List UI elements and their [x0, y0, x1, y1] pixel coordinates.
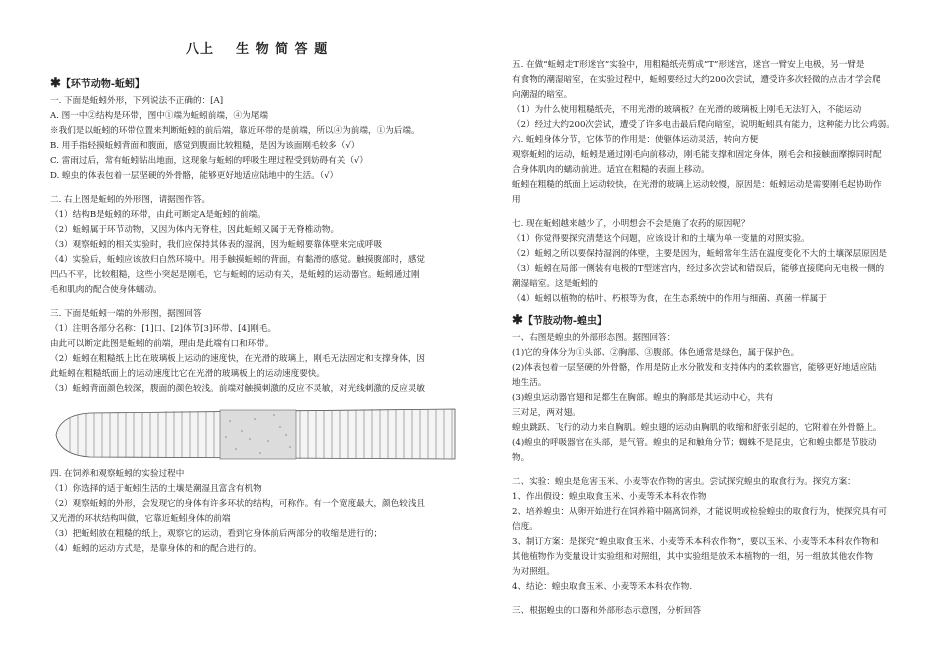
text-line: 观察蚯蚓的运动，蚯蚓是通过刚毛向前移动，刚毛能支撑和固定身体，刚毛会和接触面摩擦同时配	[512, 150, 882, 160]
section-arthropod-heading	[512, 313, 908, 329]
text-line: (1)它的身体分为①头部、②胸部、③腹部。体色通常是绿色，属于保护色。	[512, 348, 800, 358]
text-line: 五. 在做“蚯蚓走T形迷宫”实验中，用粗糙纸壳剪成“T”形迷宫，迷宫一臂安上电极，另一臂是	[512, 60, 865, 70]
text-line: 二、实验：蝗虫是危害玉米、小麦等农作物的害虫。尝试探究蝗虫的取食行为。探究方案：	[512, 477, 856, 487]
text-line: （1）为什么使用粗糙纸壳，不用光滑的玻璃板？在光滑的玻璃板上刚毛无法钉入，不能运动	[512, 105, 862, 115]
text-line: (3)蝗虫运动器官翅和足都生在胸部。蝗虫的胸部是其运动中心，共有	[512, 393, 774, 403]
text-line: 又光滑的环状结构叫做，它靠近蚯蚓身体的前端	[50, 514, 231, 524]
question-4	[50, 467, 462, 557]
text-line: A. 图一中②结构是环带，图中①端为蚯蚓前端，④为尾端	[50, 111, 268, 121]
text-line: (4)蝗虫的呼吸器官在头部，是气管。蝗虫的足和触角分节；蜘蛛不是昆虫，它和蝗虫都是节肢动	[512, 438, 877, 448]
text-line: 4、结论：蝗虫取食玉米、小麦等禾本科农作物.	[512, 582, 693, 592]
text-line: B. 用手指轻摸蚯蚓背面和腹面，感觉到腹面比较粗糙，是因为该面刚毛较多（√）	[50, 141, 360, 151]
question-9	[512, 475, 908, 595]
text-line: 六. 蚯蚓身体分节，它体节的作用是：使躯体运动灵活，转向方便	[512, 135, 759, 145]
question-7	[512, 217, 908, 307]
text-line: （1）你觉得要探究清楚这个问题，应该设计和的土壤为单一变量的对照实验。	[512, 234, 810, 244]
text-line: （1）注明各部分名称：[1]口、[2]体节[3]环带、[4]刚毛。	[50, 324, 277, 334]
text-line: ※我们是以蚯蚓的环带位置来判断蚯蚓的前后端，靠近环带的是前端，所以④为前端，①为后端。	[50, 126, 420, 136]
asterisk-icon: ✱	[512, 313, 523, 328]
text-line: （2）蚯蚓属于环节动物，又因为体内无脊柱，因此蚯蚓又属于无脊椎动物。	[50, 225, 340, 235]
text-line: 四. 在饲养和观察蚯蚓的实验过程中	[50, 469, 185, 479]
text-line: C. 雷雨过后，常有蚯蚓钻出地面，这现象与蚯蚓的呼吸生理过程受到妨碍有关（√）	[50, 156, 368, 166]
question-1	[50, 94, 462, 184]
text-line: 蚯蚓在粗糙的纸面上运动较快，在光滑的玻璃上运动较慢，原因是：蚯蚓运动是需要刚毛起协助作	[512, 180, 882, 190]
text-line: 有食物的潮湿暗室，在实验过程中，蚯蚓要经过大约200次尝试，遭受许多次轻微的点击才学会爬	[512, 75, 881, 85]
right-column	[512, 58, 908, 619]
text-line: （3）蚯蚓背面颜色较深，腹面的颜色较浅。前端对触摸刺激的反应不灵敏，对光线刺激的反应灵敏	[50, 384, 426, 394]
section-label: 【节肢动物-蝗虫】	[522, 316, 608, 327]
text-line: 2、培养蝗虫：从卵开始进行在饲养箱中隔离饲养，才能说明或检验蝗虫的取食行为，使探究具有可	[512, 507, 888, 517]
section-label: 【环节动物-蚯蚓】	[60, 79, 146, 90]
text-line: 一、右图是蝗虫的外部形态图。据图回答：	[512, 333, 676, 343]
text-line: 为对照组。	[512, 567, 555, 577]
left-column	[50, 72, 462, 557]
text-line: 1、作出假设：蝗虫取食玉米、小麦等禾本科农作物	[512, 492, 707, 502]
text-line: （2）经过大约200次尝试，遭受了许多电击最后爬向暗室，说明蚯蚓具有能力，这种能力比公鸡弱。	[512, 120, 895, 130]
text-line: 三对足，两对翅。	[512, 408, 581, 418]
text-line: （2）蚯蚓之所以要保持湿润的体壁，主要是因为，蚯蚓常年生活在温度变化不大的土壤深层原因是	[512, 249, 888, 259]
text-line: 凹凸不平，比较粗糙，这些小突起是刚毛，它与蚯蚓的运动有关，是蚯蚓的运动器官。蚯蚓通过刚	[50, 270, 420, 280]
text-line: 蝗虫跳跃、飞行的动力来自胸肌。蝗虫翅的运动由胸肌的收缩和舒张引起的，它附着在外骨骼上。	[512, 423, 882, 433]
text-line: 信度。	[512, 522, 538, 532]
text-line: D. 蝗虫的体表包着一层坚硬的外骨骼，能够更好地适应陆地中的生活。（√）	[50, 171, 339, 181]
text-line: 毛和肌肉的配合使身体蠕动。	[50, 285, 162, 295]
text-line: 由此可以断定此图是蚯蚓的前端，理由是此端有口和环带。	[50, 339, 274, 349]
question-10: 三、根据蝗虫的口器和外部形态示意图，分析回答	[512, 606, 702, 616]
text-line: （4）蚯蚓的运动方式是，是靠身体的和的配合进行的。	[50, 544, 262, 554]
question-8	[512, 331, 908, 466]
question-5	[512, 58, 908, 208]
text-line: （1）结构B是蚯蚓的环带，由此可断定A是蚯蚓的前端。	[50, 210, 266, 220]
text-line: 一. 下面是蚯蚓外形，下列说法不正确的：[A]	[50, 96, 224, 106]
text-line: （3）蚯蚓在局部一侧装有电极的T型迷宫内，经过多次尝试和错误后，能够直接爬向无电极一侧的	[512, 264, 885, 274]
text-line: 三. 下面是蚯蚓一端的外形图，据图回答	[50, 309, 202, 319]
text-line: （2）观察蚯蚓的外形，会发现它的身体有许多环状的结构，可称作。有一个宽度最大，颜色较浅且	[50, 499, 426, 509]
text-line: （3）观察蚯蚓的相关实验时，我们应保持其体表的湿润，因为蚯蚓要靠体壁来完成呼吸	[50, 240, 383, 250]
text-line: （4）实验后，蚯蚓应该放归自然环境中。用手触摸蚯蚓的背面，有黏滑的感觉。触摸腹部时，感觉	[50, 255, 426, 265]
section-annelid-heading	[50, 76, 462, 92]
text-line: 用	[512, 195, 521, 205]
text-line: （1）你选择的适于蚯蚓生活的土壤是潮湿且富含有机物	[50, 484, 262, 494]
text-line: 地生活。	[512, 378, 547, 388]
text-line: 此蚯蚓在粗糙纸面上的运动速度比它在光滑的玻璃板上的运动速度要快。	[50, 369, 326, 379]
text-line: 3、制订方案：是探究“蝗虫取食玉米、小麦等禾本科农作物”，要以玉米、小麦等禾本科农作物和	[512, 537, 879, 547]
text-line: 向潮湿的暗室。	[512, 90, 573, 100]
text-line: （4）蚯蚓以植物的枯叶、朽根等为食，在生态系统中的作用与细菌、真菌一样属于	[512, 294, 827, 304]
earthworm-figure	[50, 401, 462, 463]
text-line: （2）蚯蚓在粗糙纸上比在玻璃板上运动的速度快，在光滑的玻璃上，刚毛无法固定和支撑身体，因	[50, 354, 426, 364]
text-line: (2)体表包着一层坚硬的外骨骼，作用是防止水分散发和支持体内的柔软器官，能够更好地适应陆	[512, 363, 877, 373]
page-title: 八上 生 物 简 答 题	[186, 42, 329, 57]
text-line: （3）把蚯蚓放在粗糙的纸上，观察它的运动，看到它身体前后两部分的收缩是进行的；	[50, 529, 383, 539]
text-line: 潮湿暗室。这是蚯蚓的	[512, 279, 598, 289]
earthworm-illustration	[50, 401, 462, 463]
asterisk-icon: ✱	[50, 76, 61, 91]
text-line: 七. 现在蚯蚓越来越少了，小明想会不会是施了农药的原因呢？	[512, 219, 750, 229]
text-line: 物。	[512, 453, 530, 463]
question-2	[50, 193, 462, 298]
text-line: 合身体肌肉的蠕动前进。适宜在粗糙的表面上移动。	[512, 165, 710, 175]
text-line: 二. 右上图是蚯蚓的外形图，请据图作答。	[50, 195, 211, 205]
text-line: 其他植物作为变量设计实验组和对照组，其中实验组是放禾本植物的一组，另一组放其他农作物	[512, 552, 873, 562]
question-3	[50, 307, 462, 397]
